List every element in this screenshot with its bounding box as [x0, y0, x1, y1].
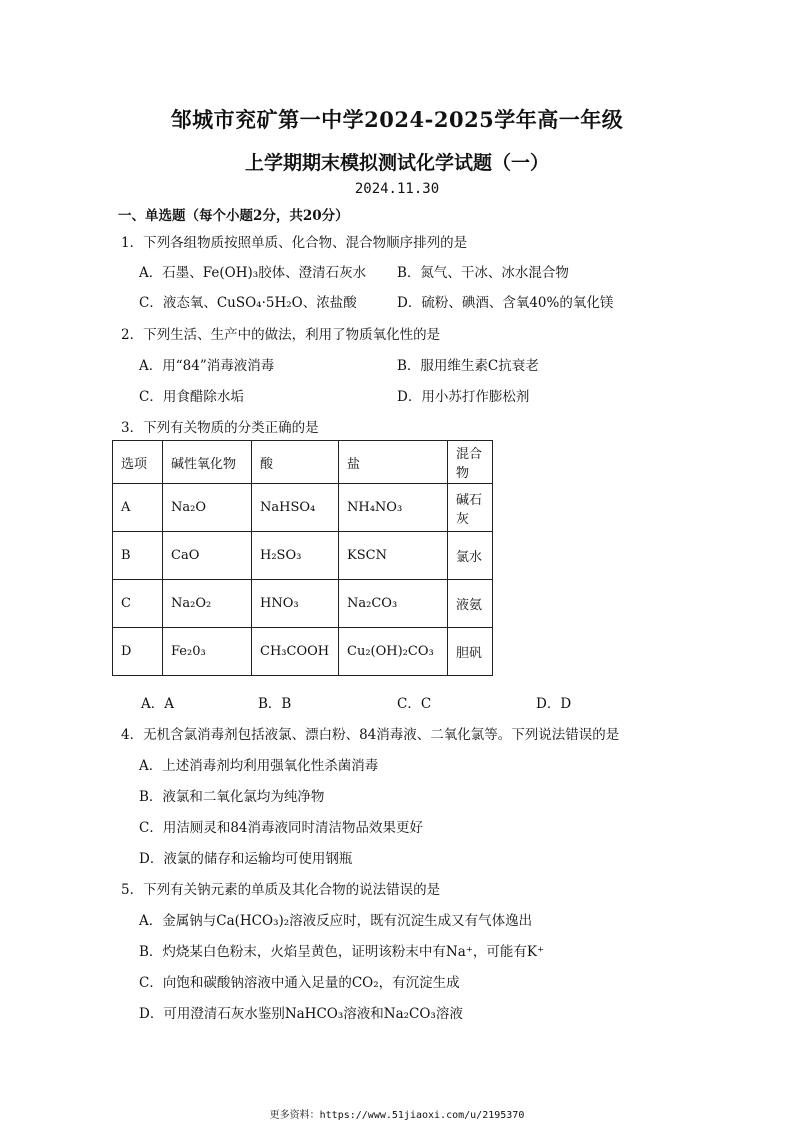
table-cell: NH₄NO₃	[339, 484, 448, 532]
question-5-option-c: C．向饱和碳酸钠溶液中通入足量的CO₂，有沉淀生成	[139, 975, 460, 991]
question-3-option-c: C．C	[397, 696, 432, 712]
page-title: 邹城市兖矿第一中学2024-2025学年高一年级	[170, 107, 624, 132]
table-header-cell: 酸	[252, 441, 339, 484]
question-4-option-d: D．液氯的储存和运输均可使用钢瓶	[139, 851, 353, 867]
question-1-option-a: A．石墨、Fe(OH)₃胶体、澄清石灰水	[139, 265, 367, 281]
table-cell: H₂SO₃	[252, 532, 339, 580]
table-cell: 胆矾	[448, 628, 493, 676]
question-1-option-b: B．氮气、干冰、冰水混合物	[397, 265, 569, 281]
table-cell: Na₂O	[163, 484, 252, 532]
table-cell: CaO	[163, 532, 252, 580]
table-row	[113, 484, 493, 532]
table-cell: 氯水	[448, 532, 493, 580]
table-cell: Cu₂(OH)₂CO₃	[339, 628, 448, 676]
table-header-cell: 盐	[339, 441, 448, 484]
table-cell: HNO₃	[252, 580, 339, 628]
classification-table	[112, 440, 493, 676]
section-heading: 一、单选题（每个小题2分，共20分）	[118, 208, 349, 224]
table-cell: Fe₂0₃	[163, 628, 252, 676]
table-cell: D	[113, 628, 163, 676]
table-row	[113, 628, 493, 676]
table-row	[113, 532, 493, 580]
exam-date: 2024.11.30	[354, 181, 440, 197]
table-cell: 液氨	[448, 580, 493, 628]
footer-link[interactable]: 更多资料：https://www.51jiaoxi.com/u/2195370	[269, 1110, 525, 1121]
table-header-cell: 选项	[113, 441, 163, 484]
question-4-option-c: C．用洁厕灵和84消毒液同时清洁物品效果更好	[139, 820, 424, 836]
table-cell: Na₂CO₃	[339, 580, 448, 628]
table-cell: NaHSO₄	[252, 484, 339, 532]
table-cell: C	[113, 580, 163, 628]
question-5-stem: 5．下列有关钠元素的单质及其化合物的说法错误的是	[121, 882, 441, 898]
question-3-stem: 3．下列有关物质的分类正确的是	[121, 420, 319, 436]
table-header-cell: 混合物	[448, 441, 493, 484]
question-2-stem: 2．下列生活、生产中的做法，利用了物质氧化性的是	[121, 327, 441, 343]
table-row	[113, 580, 493, 628]
question-2-option-d: D．用小苏打作膨松剂	[397, 389, 530, 405]
question-1-option-c: C．液态氧、CuSO₄·5H₂O、浓盐酸	[139, 295, 357, 311]
question-1-option-d: D．硫粉、碘酒、含氧40%的氧化镁	[397, 295, 614, 311]
table-cell: KSCN	[339, 532, 448, 580]
question-5-option-b: B．灼烧某白色粉末，火焰呈黄色，证明该粉末中有Na⁺，可能有K⁺	[139, 944, 545, 960]
question-5-option-d: D．可用澄清石灰水鉴别NaHCO₃溶液和Na₂CO₃溶液	[139, 1006, 463, 1022]
question-3-option-a: A．A	[141, 696, 174, 712]
table-cell: 碱石灰	[448, 484, 493, 532]
table-header-cell: 碱性氧化物	[163, 441, 252, 484]
table-cell: A	[113, 484, 163, 532]
table-cell: CH₃COOH	[252, 628, 339, 676]
question-1-stem: 1．下列各组物质按照单质、化合物、混合物顺序排列的是	[121, 235, 468, 251]
question-4-option-b: B．液氯和二氧化氯均为纯净物	[139, 789, 325, 805]
question-4-stem: 4．无机含氯消毒剂包括液氯、漂白粉、84消毒液、二氧化氯等。下列说法错误的是	[121, 727, 620, 743]
table-header-row	[113, 441, 493, 484]
table-cell: B	[113, 532, 163, 580]
question-3-option-d: D．D	[536, 696, 572, 712]
question-4-option-a: A．上述消毒剂均利用强氧化性杀菌消毒	[139, 758, 379, 774]
question-5-option-a: A．金属钠与Ca(HCO₃)₂溶液反应时，既有沉淀生成又有气体逸出	[139, 913, 533, 929]
page-subtitle: 上学期期末模拟测试化学试题（一）	[244, 152, 549, 174]
question-3-option-b: B．B	[258, 696, 292, 712]
question-2-option-b: B．服用维生素C抗衰老	[397, 358, 539, 374]
question-2-option-a: A．用“84”消毒液消毒	[139, 358, 275, 374]
table-cell: Na₂O₂	[163, 580, 252, 628]
question-2-option-c: C．用食醋除水垢	[139, 389, 244, 405]
